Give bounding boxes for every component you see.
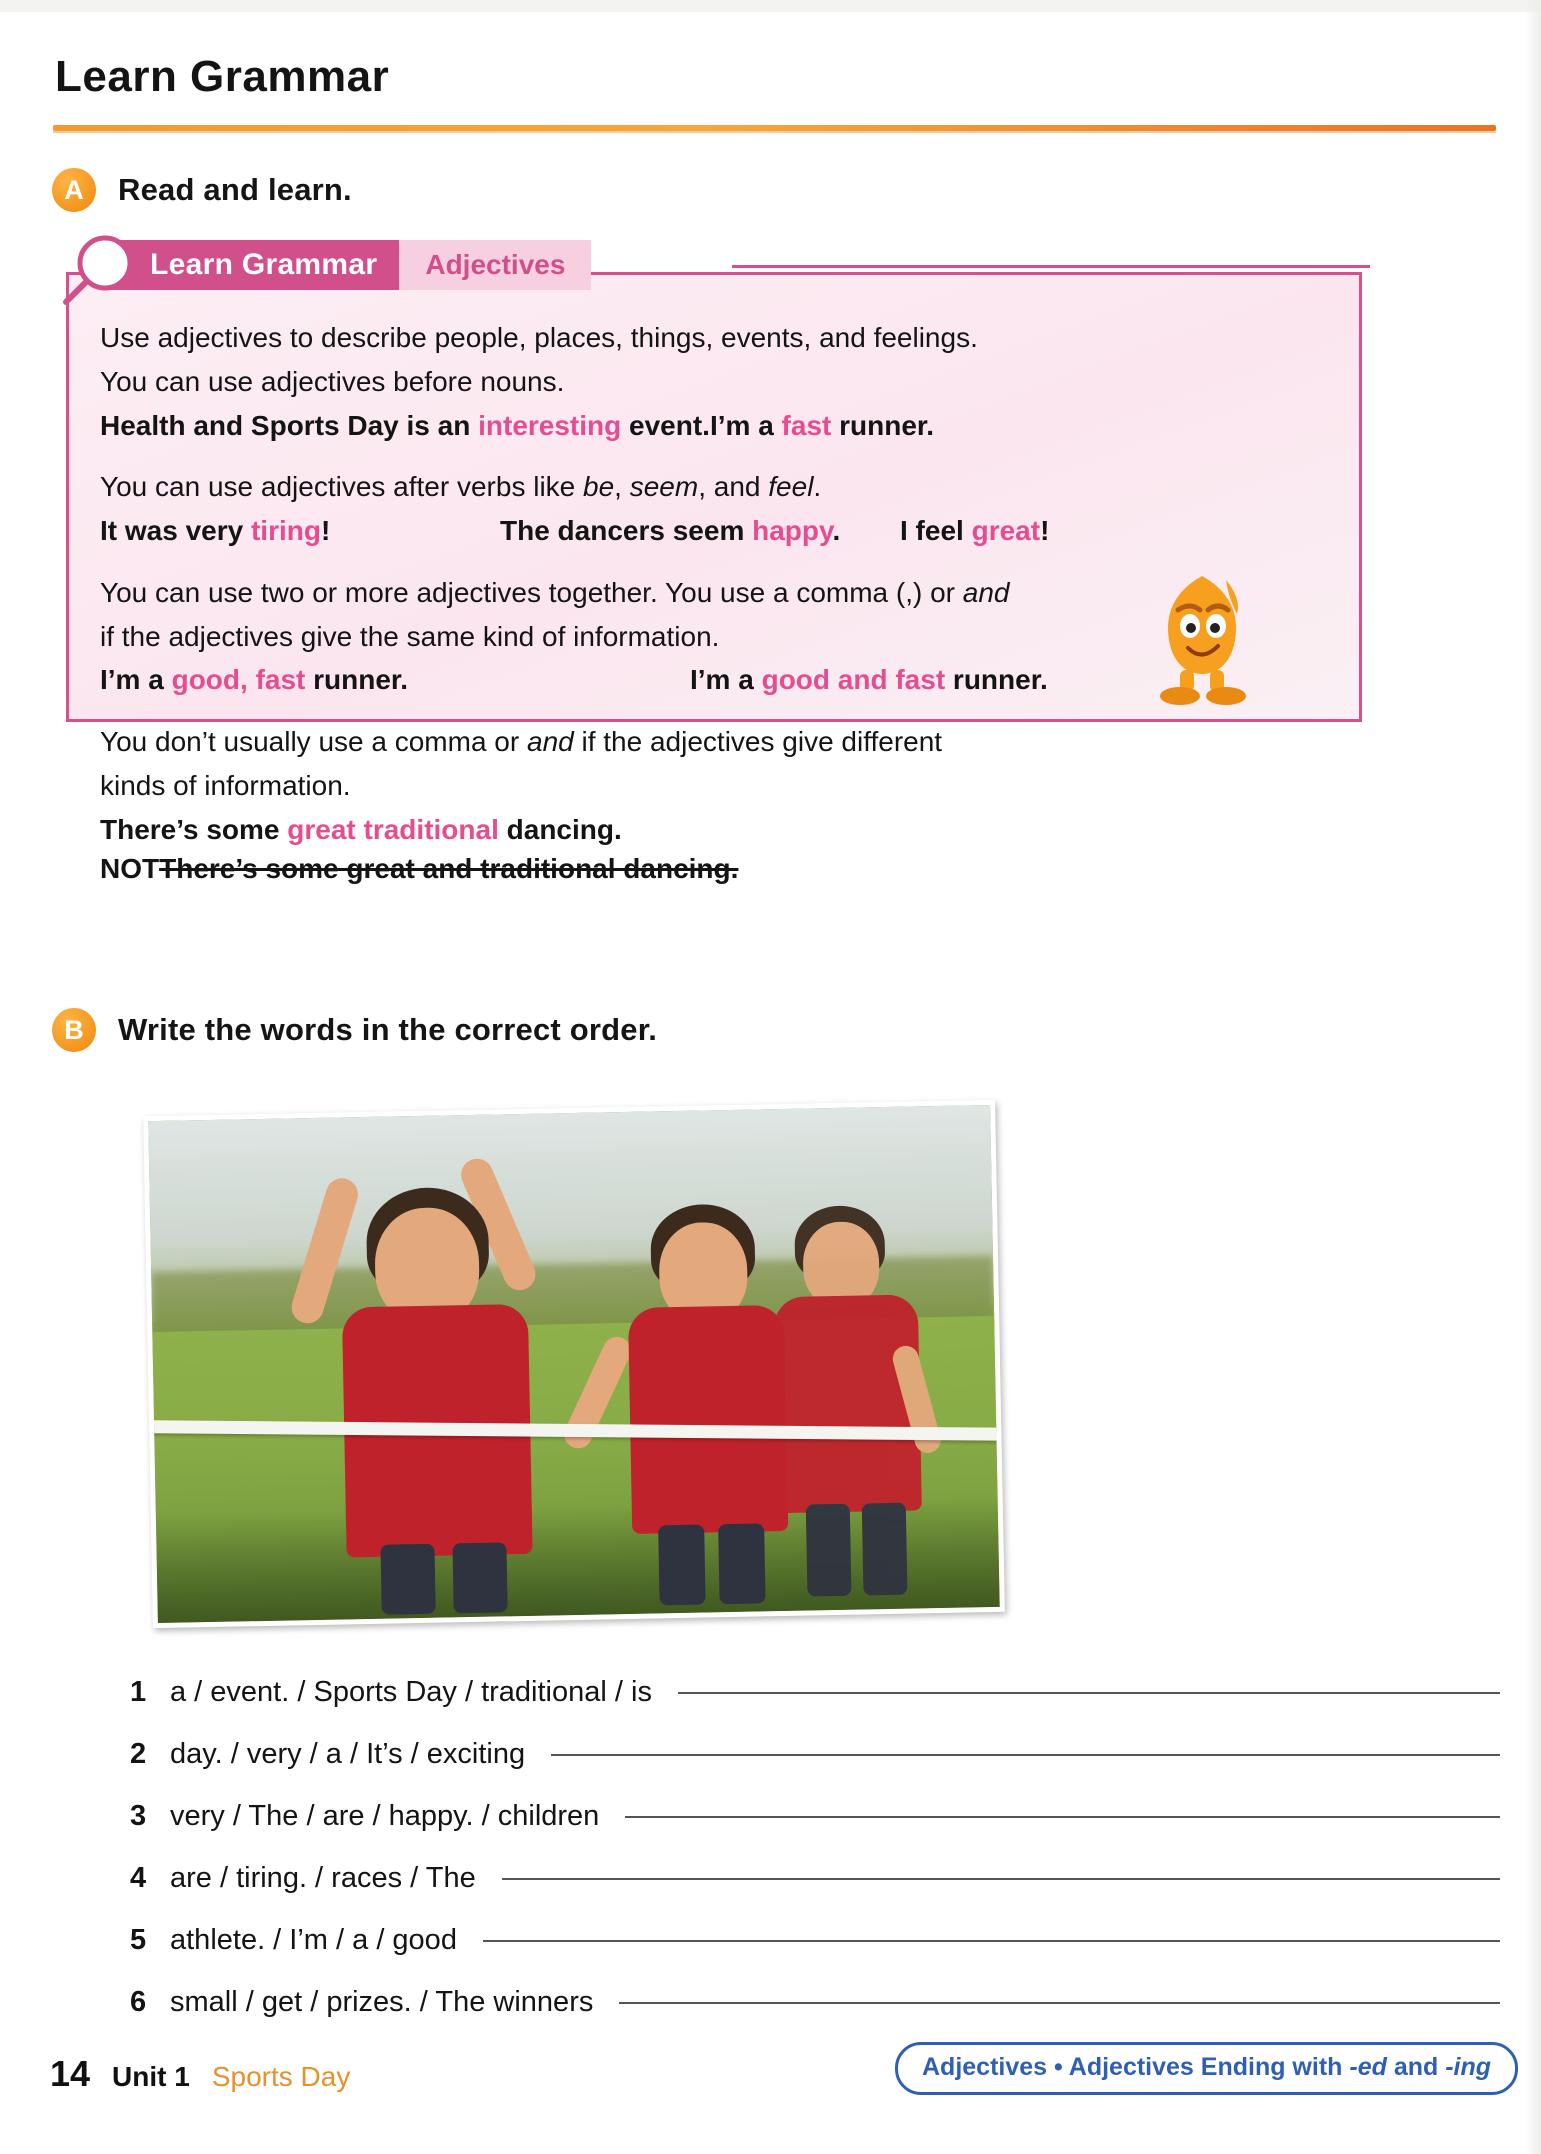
exercise-number: 1: [130, 1676, 147, 1708]
grammar-example-row: [100, 660, 1280, 700]
spacer: [100, 700, 1280, 722]
activity-b-instruction: Write the words in the correct order.: [118, 1012, 658, 1047]
race-photo: [143, 1100, 1005, 1628]
grammar-content: [100, 318, 1280, 889]
exercise-item: [130, 1862, 1500, 1924]
grammar-example: [710, 406, 934, 446]
negative-label: NOT: [100, 853, 160, 885]
exercise-item: [130, 1676, 1500, 1738]
exercise-number: 6: [130, 1986, 147, 2018]
grammar-negative-row: [100, 849, 1280, 889]
page-footer: [50, 2053, 350, 2095]
example-post: dancing.: [498, 813, 622, 845]
exercise-words: a / event. / Sports Day / traditional / is: [170, 1676, 652, 1708]
activity-a: [52, 168, 352, 212]
flame-mascot-icon: [1140, 570, 1265, 710]
grammar-example: [100, 810, 622, 850]
grammar-example: [500, 511, 900, 551]
example-pre: I’m a: [100, 664, 172, 696]
answer-line[interactable]: [551, 1754, 1500, 1756]
example-post: runner.: [831, 409, 935, 441]
answer-line[interactable]: [678, 1692, 1500, 1694]
grammar-example-row: [100, 810, 1280, 850]
exercise-number: 3: [130, 1800, 147, 1832]
example-highlight: good and fast: [761, 664, 946, 696]
activity-b-badge: B: [52, 1008, 96, 1052]
example-pre: Health and Sports Day is an: [100, 409, 479, 441]
exercise-words: very / The / are / happy. / children: [170, 1800, 600, 1832]
example-post: runner.: [305, 664, 409, 696]
example-highlight: interesting: [478, 409, 622, 441]
badge-em-ed: -ed: [1349, 2053, 1387, 2081]
exercise-words: day. / very / a / It’s / exciting: [170, 1738, 526, 1770]
grammar-example: [100, 511, 500, 551]
example-post: .: [832, 515, 841, 546]
grammar-tab-subject: Adjectives: [399, 240, 591, 290]
example-highlight: great traditional: [287, 813, 499, 845]
example-post: runner.: [945, 664, 1048, 696]
topic-label: Sports Day: [211, 2061, 351, 2092]
badge-plain: Adjectives • Adjectives Ending with: [922, 2053, 1350, 2081]
magnifier-icon: [60, 232, 136, 308]
grammar-block: [100, 722, 1280, 889]
grammar-block: [100, 318, 1280, 445]
runner-figure: [299, 1142, 608, 1598]
example-pre: There’s some: [100, 813, 288, 845]
activity-a-instruction: Read and learn.: [118, 172, 352, 207]
exercise-item: [130, 1738, 1500, 1800]
grammar-block: [100, 467, 1280, 551]
example-pre: I’m a: [690, 664, 762, 696]
unit-label: Unit 1: [112, 2061, 190, 2092]
activity-b: [52, 1008, 657, 1052]
example-post: !: [320, 515, 331, 546]
scan-edge: [0, 0, 1541, 12]
exercise-words: athlete. / I’m / a / good: [170, 1924, 457, 1956]
answer-line[interactable]: [483, 1940, 1500, 1942]
exercise-words: small / get / prizes. / The winners: [170, 1986, 594, 2018]
spacer: [100, 445, 1280, 467]
exercise-item: [130, 1800, 1500, 1862]
exercise-list: [130, 1676, 1500, 2048]
grammar-example: [690, 660, 1048, 700]
answer-line[interactable]: [619, 2002, 1500, 2004]
example-pre: The dancers seem: [500, 515, 753, 546]
exercise-number: 2: [130, 1738, 147, 1770]
example-highlight: happy: [752, 515, 833, 546]
example-highlight: fast: [781, 409, 832, 441]
exercise-item: [130, 1986, 1500, 2048]
grammar-example: [100, 660, 690, 700]
grammar-tab-title: Learn Grammar: [104, 240, 399, 290]
exercise-number: 5: [130, 1924, 147, 1956]
scan-edge-right: [1525, 0, 1541, 2154]
badge-em-ing: -ing: [1445, 2053, 1492, 2081]
exercise-item: [130, 1924, 1500, 1986]
example-pre: It was very: [100, 515, 251, 546]
exercise-number: 4: [130, 1862, 147, 1894]
example-highlight: great: [971, 515, 1041, 546]
grammar-rule: You can use adjectives before nouns.: [100, 365, 565, 397]
badge-mid: and: [1386, 2053, 1446, 2081]
answer-line[interactable]: [625, 1816, 1500, 1818]
example-pre: I’m a: [709, 409, 782, 441]
grammar-example-row: [100, 511, 1280, 551]
grammar-rule: You can use two or more adjectives together. You use a comma (,) or and: [100, 576, 1010, 608]
grammar-rule: if the adjectives give the same kind of information.: [100, 620, 720, 652]
grammar-tab: [104, 240, 591, 290]
answer-line[interactable]: [502, 1878, 1500, 1880]
grammar-block: [100, 573, 1280, 700]
grammar-tab-rule: [732, 265, 1370, 268]
title-rule-shadow: [53, 131, 1496, 133]
page-title: Learn Grammar: [55, 52, 390, 101]
spacer: [100, 551, 1280, 573]
photo-image: [148, 1105, 999, 1623]
grammar-rule: You don’t usually use a comma or and if the adjectives give different: [100, 726, 943, 757]
grammar-example: [100, 406, 710, 446]
page-number: 14: [50, 2053, 91, 2094]
example-highlight: tiring: [250, 515, 321, 546]
negative-struck-text: There’s some great and traditional dancing.: [159, 853, 739, 885]
footer-topic-badge: [895, 2042, 1518, 2095]
grammar-example: [900, 511, 1049, 551]
runner-figure: [750, 1194, 958, 1598]
activity-a-badge: A: [52, 168, 96, 212]
grammar-rule: Use adjectives to describe people, places, things, events, and feelings.: [100, 322, 978, 353]
grammar-example-row: [100, 406, 1280, 446]
example-post: event.: [621, 409, 710, 441]
example-pre: I feel: [900, 515, 972, 546]
grammar-rule: kinds of information.: [100, 769, 351, 801]
grammar-rule: You can use adjectives after verbs like be, seem, and feel.: [100, 471, 822, 503]
exercise-words: are / tiring. / races / The: [170, 1862, 476, 1894]
example-post: !: [1040, 515, 1050, 546]
example-highlight: good, fast: [171, 664, 306, 696]
